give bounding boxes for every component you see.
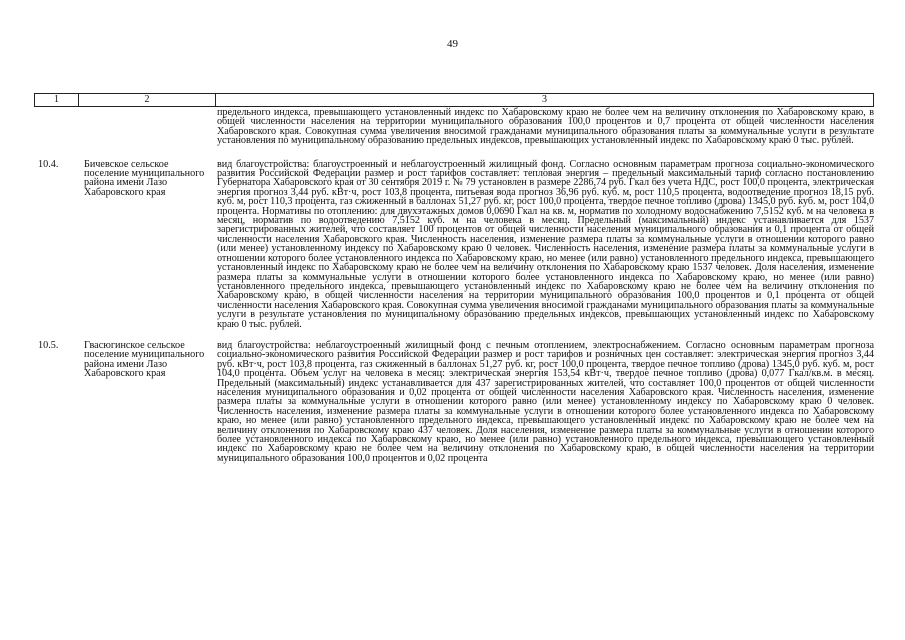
row-number: 10.5. (38, 339, 59, 351)
table-row (34, 341, 874, 463)
table-header (34, 93, 874, 107)
row-number: 10.4. (38, 158, 59, 170)
header-col-3: 3 (216, 94, 874, 107)
row-name: Бичевское сельское поселение муниципального района имени Лазо Хабаровского края (84, 158, 205, 198)
row-text: вид благоустройства: благоустроенный и неблагоустроенный жилищный фонд. Согласно основным параметрам прогноза социально-экономического развития Российской Федерации размер и рост тарифов составляет: тепловая энергия – предельный максимальный тариф согласно постановлению Губернатора Хабаровского края от 30 сентября 2019 г. № 79 установлен в размере 2286,74 руб. Гкал без учета НДС, рост 100,0 процента, электрическая энергия прогноз 3,44 руб. кВт·ч, рост 103,8 процента, питьевая вода прогноз 36,96 руб. куб. м, рост 110,5 процента, водоотведение прогноз 18,15 руб. куб. м, рост 110,3 процента, газ сжиженный в баллонах 51,27 руб. кг, рост 100,0 процента, твердое печное топливо (дрова) 1345,0 руб. куб. м, рост 104,0 процента. Нормативы по отоплению: для двухэтажных домов 0,0690 Гкал на кв. м, норматив по холодному водоснабжению 7,5152 куб. м на человека в месяц, норматив по водоотведению 7,5152 куб. м на человека в месяц. Предельный (максимальный) индекс устанавливается для 1537 зарегистрированных жителей, что составляет 100 процентов от общей численности населения муниципального образования и 0,1 процента от общей численности населения Хабаровского края. Численность населения, изменение размера платы за коммунальные услуги в отношении которого равно (или менее) установленному индексу по Хабаровскому краю 0 человек. Численность населения, изменение размера платы за коммунальные услуги в отношении которого более установленного индекса по Хабаровскому краю, но менее (или равно) установленного предельного индекса, превышающего установленный индекс по Хабаровскому краю не более чем на величину отклонения по Хабаровскому краю 1537 человек. Доля населения, изменение размера платы за коммунальные услуги в отношении которого более установленного индекса по Хабаровскому краю, но менее (или равно) установленного предельного индекса, превышающего установленный индекс по Хабаровскому краю не более чем на величину отклонения по Хабаровскому краю, в общей численности населения на территории муниципального образования 100,0 процентов и 0,1 процента от общей численности населения Хабаровского края. Совокупная сумма увеличения вносимой гражданами муниципального образования платы за коммунальные услуги в результате установления по муниципальному образованию предельных индексов, превышающих установленный индекс по Хабаровскому краю 0 тыс. рублей. (217, 158, 874, 330)
page-number: 49 (447, 38, 458, 50)
row-number (34, 108, 78, 146)
table-body (34, 108, 874, 463)
continuation-text: предельного индекса, превышающего установленный индекс по Хабаровскому краю не более чем на величину отклонения по Хабаровскому краю, в общей численности населения на территории муниципального образования 100,0 процентов и 0,7 процента от общей численности населения Хабаровского края. Совокупная сумма увеличения вносимой гражданами муниципального образования платы за коммунальные услуги в результате установления по муниципальному образованию предельных индексов, превышающих установленный индекс по Хабаровскому краю 0 тыс. рублей. (217, 107, 874, 147)
header-col-2: 2 (79, 94, 216, 107)
table-row (34, 108, 874, 146)
row-text: вид благоустройства: неблагоустроенный жилищный фонд с печным отоплением, электроснабжением. Согласно основным параметрам прогноза социально-экономического развития Российской Федерации размер и рост тарифов и розничных цен составляет: электрическая энергия прогноз 3,44 руб. кВт·ч, рост 103,8 процента, газ сжиженный в баллонах 51,27 руб. кг, рост 100,0 процента, твердое печное топливо (дрова) 1345,0 руб. куб. м, рост 104,0 процента. Объем услуг на человека в месяц: электрическая энергия 153,54 кВт·ч, твердое печное топливо (дрова) 0,077 Гкал/кв.м. в месяц. Предельный (максимальный) индекс устанавливается для 437 зарегистрированных жителей, что составляет 100,0 процентов от общей численности населения муниципального образования и 0,02 процента от общей численности населения Хабаровского края. Численность населения, изменение размера платы за коммунальные услуги в отношении которого равно (или менее) установленному индексу по Хабаровскому краю 0 человек. Численность населения, изменение размера платы за коммунальные услуги в отношении которого более установленного индекса по Хабаровскому краю, но менее (или равно) установленного предельного индекса, превышающего установленный индекс по Хабаровскому краю не более чем на величину отклонения по Хабаровскому краю 437 человек. Доля населения, изменение размера платы за коммунальные услуги в отношении которого более установленного индекса по Хабаровскому краю, но менее (или равно) установленного предельного индекса, превышающего установленный индекс по Хабаровскому краю не более чем на величину отклонения по Хабаровскому краю, в общей численности населения на территории муниципального образования 100,0 процентов и 0,02 процента (217, 339, 874, 464)
row-name: Гвасюгинское сельское поселение муниципального района имени Лазо Хабаровского края (84, 339, 205, 380)
header-row (35, 94, 874, 107)
table-row (34, 160, 874, 329)
header-col-1: 1 (35, 94, 79, 107)
row-name (78, 108, 215, 146)
